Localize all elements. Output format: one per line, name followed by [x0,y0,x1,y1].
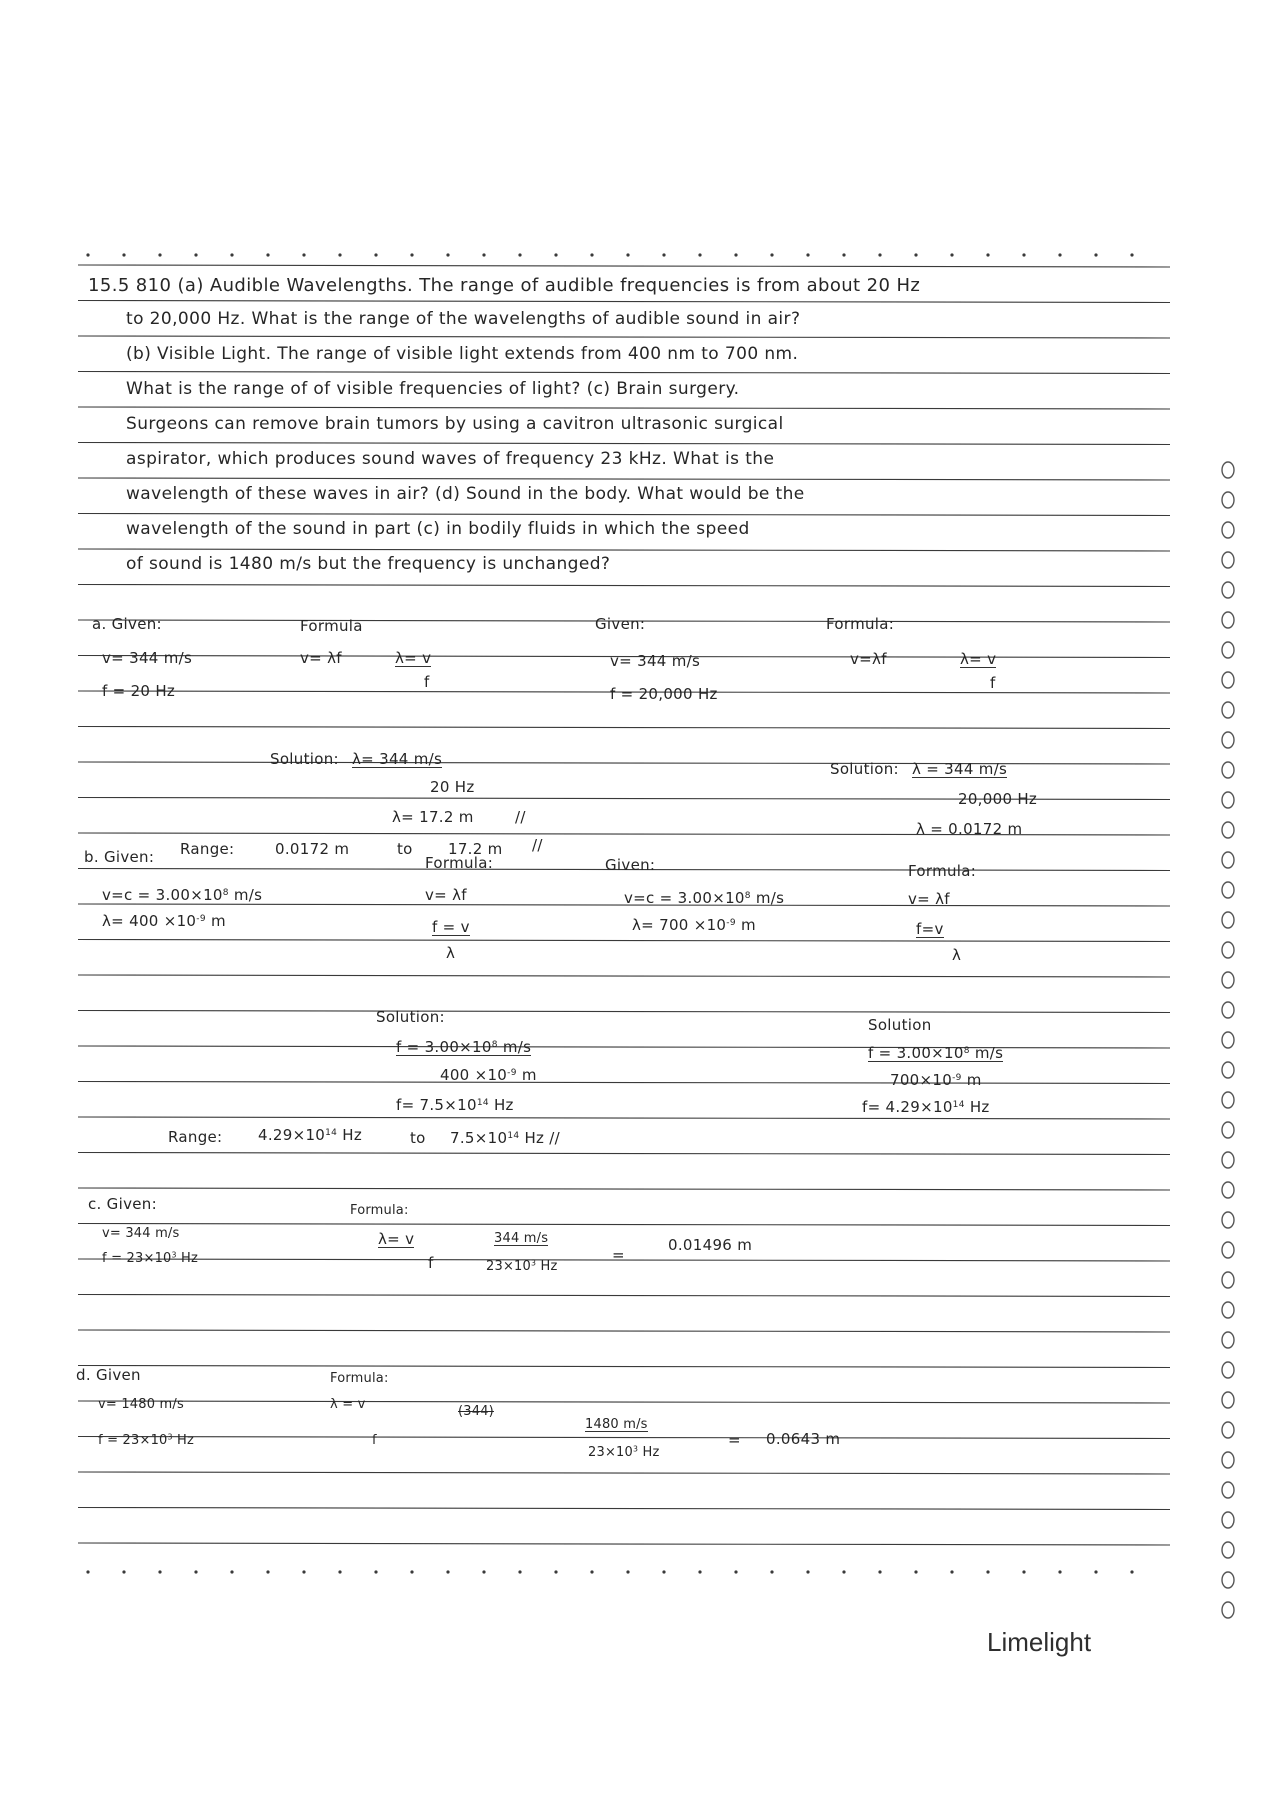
part-b-solution-label: Solution: [376,1008,445,1026]
spiral-hole-icon [1222,672,1234,688]
problem-line-8: wavelength of the sound in part (c) in bodily fluids in which the speed [126,519,750,539]
dot-marker [698,253,701,256]
ruled-line [78,1117,1170,1119]
dot-marker [1094,1570,1097,1573]
dot-marker [590,253,593,256]
ruled-line [78,1153,1170,1155]
part-a-right-formula-label: Formula: [826,615,895,633]
spiral-hole-icon [1222,1152,1234,1168]
ruled-line [78,1046,1170,1048]
part-a-result-mark: // [515,808,526,826]
ruled-line [78,265,1170,267]
dot-marker [482,253,485,256]
part-d-calc-denominator: $23\times 10^3$ Hz [588,1444,660,1460]
part-b-right-formula-1: v= λf [908,890,950,908]
part-b-given-label: b. Given: [84,848,155,866]
part-a-range-label: Range: [180,840,235,858]
dot-marker [482,1570,485,1573]
ruled-line [78,975,1170,977]
dot-marker [770,1570,773,1573]
ruled-line [78,1295,1170,1297]
ruled-line [78,1508,1170,1510]
part-c-equals: = [612,1246,625,1264]
part-a-formula-1: v= λf [300,649,342,667]
spiral-hole-icon [1222,822,1234,838]
dot-marker [626,253,629,256]
dot-marker [410,253,413,256]
ruled-line [78,1543,1170,1545]
spiral-hole-icon [1222,1122,1234,1138]
dot-marker [1130,253,1133,256]
dot-marker [662,253,665,256]
part-c-velocity: v= 344 m/s [102,1226,180,1241]
part-b-right-formula-2-numerator: f=v [916,920,944,938]
part-a-right-formula-1: v=λf [850,650,887,668]
spiral-hole-icon [1222,1002,1234,1018]
dot-marker [266,1570,269,1573]
part-b-right-formula-label: Formula: [908,862,977,880]
dot-marker [410,1570,413,1573]
spiral-hole-icon [1222,492,1234,508]
dot-marker [518,253,521,256]
dot-marker [194,253,197,256]
dot-marker [86,253,89,256]
dot-marker [1022,253,1025,256]
spiral-hole-icon [1222,1242,1234,1258]
part-d-calc-numerator: 1480 m/s [585,1417,648,1432]
dot-marker [626,1570,629,1573]
ruled-line [78,514,1170,516]
part-d-formula-numerator: λ = v [330,1397,366,1412]
part-b-formula-2-denominator: λ [446,944,456,962]
dot-marker [554,1570,557,1573]
dot-marker [338,253,341,256]
problem-line-7: wavelength of these waves in air? (d) Sound in the body. What would be the [126,484,805,504]
spiral-hole-icon [1222,1362,1234,1378]
part-c-formula-denominator: f [428,1254,434,1272]
part-b-formula-1: v= λf [425,886,467,904]
dot-marker [554,253,557,256]
dot-marker [1094,253,1097,256]
part-a-right-formula-2-numerator: λ= v [960,650,997,668]
part-b-wavelength: $\lambda= 400 \times 10^{-9}$ m [102,912,226,930]
spiral-hole-icon [1222,1482,1234,1498]
dot-marker [1130,1570,1133,1573]
dot-marker [446,1570,449,1573]
spiral-hole-icon [1222,642,1234,658]
part-b-right-wavelength: $\lambda= 700 \times 10^{-9}$ m [632,916,756,934]
spiral-hole-icon [1222,462,1234,478]
part-a-right-solution-numerator: λ = 344 m/s [912,760,1008,778]
part-b-solution-numerator: $f = 3.00\times 10^8$ m/s [396,1038,532,1056]
dot-marker [842,1570,845,1573]
spiral-hole-icon [1222,972,1234,988]
ruled-line [78,1401,1170,1403]
dot-marker [158,1570,161,1573]
part-a-range-to-word: to [397,840,413,858]
dot-marker [1022,1570,1025,1573]
part-c-calc-numerator: 344 m/s [494,1231,549,1246]
part-a-velocity: v= 344 m/s [102,649,193,667]
spiral-hole-icon [1222,1212,1234,1228]
part-a-right-velocity: v= 344 m/s [610,652,701,670]
spiral-hole-icon [1222,852,1234,868]
part-a-solution-denominator: 20 Hz [430,778,475,796]
part-b-range-to-word: to [410,1129,426,1147]
spiral-hole-icon [1222,732,1234,748]
part-d-formula-label: Formula: [330,1371,389,1386]
part-b-right-result: $f= 4.29\times 10^{14}$ Hz [862,1098,990,1116]
problem-line-6: aspirator, which produces sound waves of frequency 23 kHz. What is the [126,449,775,469]
part-b-range-label: Range: [168,1128,223,1146]
spiral-hole-icon [1222,1512,1234,1528]
part-a-solution-label: Solution: [270,750,339,768]
part-a-right-given-label: Given: [595,615,646,633]
part-c-given-label: c. Given: [88,1195,157,1213]
part-a-result: λ= 17.2 m [392,808,474,826]
part-a-right-result: λ = 0.0172 m [916,820,1023,838]
problem-line-9: of sound is 1480 m/s but the frequency is unchanged? [126,554,611,574]
spiral-hole-icon [1222,1332,1234,1348]
part-a-range-mark: // [532,836,543,854]
part-a-given-label: a. Given: [92,615,162,633]
problem-line-2: to 20,000 Hz. What is the range of the wavelengths of audible sound in air? [126,309,801,329]
part-b-right-solution-label: Solution [868,1016,932,1034]
part-b-solution-denominator: $400 \times 10^{-9}$ m [440,1066,537,1084]
part-a-right-frequency: f = 20,000 Hz [610,685,718,703]
dot-marker [446,253,449,256]
dot-marker [518,1570,521,1573]
spiral-hole-icon [1222,1422,1234,1438]
dot-marker [734,253,737,256]
ruled-line [78,301,1170,303]
spiral-hole-icon [1222,1182,1234,1198]
spiral-hole-icon [1222,1572,1234,1588]
spiral-hole-icon [1222,1392,1234,1408]
part-a-right-formula-2-denominator: f [990,674,996,692]
dot-marker [698,1570,701,1573]
part-c-calc-denominator: $23\times 10^3$ Hz [486,1258,558,1274]
ruled-line [78,407,1170,409]
part-b-range-from: $4.29\times 10^{14}$ Hz [258,1126,363,1144]
part-d-equals: = [728,1431,741,1449]
part-b-formula-2-numerator: f = v [432,918,470,936]
part-c-frequency: $f = 23\times 10^3$ Hz [102,1250,199,1266]
ruled-line [78,443,1170,445]
spiral-hole-icon [1222,1062,1234,1078]
dot-marker [590,1570,593,1573]
part-b-right-given-label: Given: [605,856,656,874]
ruled-line [78,1366,1170,1368]
spiral-hole-icon [1222,582,1234,598]
dot-marker [86,1570,89,1573]
problem-line-1: 15.5 810 (a) Audible Wavelengths. The range of audible frequencies is from about 20 Hz [88,275,921,296]
part-d-frequency: $f = 23\times 10^3$ Hz [98,1432,195,1448]
part-b-right-solution-numerator: $f = 3.00\times 10^8$ m/s [868,1044,1004,1062]
dot-marker [266,253,269,256]
dot-marker [842,253,845,256]
dot-marker [158,253,161,256]
dot-marker [230,1570,233,1573]
dot-marker [122,253,125,256]
part-a-range-to: 17.2 m [448,840,503,858]
dot-marker [734,1570,737,1573]
dot-marker [806,1570,809,1573]
part-d-formula-denominator: f [372,1433,377,1448]
dot-marker [914,1570,917,1573]
spiral-hole-icon [1222,702,1234,718]
part-b-result: $f= 7.5\times 10^{14}$ Hz [396,1096,514,1114]
ruled-line [78,727,1170,729]
spiral-hole-icon [1222,552,1234,568]
dot-marker [950,253,953,256]
dot-marker [122,1570,125,1573]
part-b-formula-label: Formula: [425,854,494,872]
part-c-formula-numerator: λ= v [378,1230,415,1248]
part-a-right-solution-denominator: 20,000 Hz [958,790,1038,808]
dot-marker [914,253,917,256]
dot-marker [950,1570,953,1573]
ruled-line [78,1082,1170,1084]
part-b-velocity: $v=c = 3.00\times 10^8$ m/s [102,886,263,904]
problem-line-4: What is the range of of visible frequencies of light? (c) Brain surgery. [126,379,740,399]
dot-marker [374,1570,377,1573]
dot-marker [878,1570,881,1573]
ruled-line [78,1224,1170,1226]
dot-marker [878,253,881,256]
dot-marker [230,253,233,256]
ruled-line [78,549,1170,551]
dot-marker [1058,253,1061,256]
ruled-line [78,940,1170,942]
spiral-hole-icon [1222,1032,1234,1048]
dot-marker [374,253,377,256]
part-a-formula-label: Formula [300,617,363,635]
part-b-range-to: $7.5\times 10^{14}$ Hz // [450,1129,560,1147]
part-c-result: 0.01496 m [668,1236,753,1254]
spiral-hole-icon [1222,762,1234,778]
spiral-hole-icon [1222,612,1234,628]
problem-line-5: Surgeons can remove brain tumors by using a cavitron ultrasonic surgical [126,414,784,434]
ruled-line [78,478,1170,480]
dot-marker [986,1570,989,1573]
dot-marker [302,253,305,256]
dot-marker [1058,1570,1061,1573]
ruled-line [78,372,1170,374]
spiral-hole-icon [1222,1542,1234,1558]
dot-marker [338,1570,341,1573]
part-a-formula-2-numerator: λ= v [395,649,432,667]
dot-marker [194,1570,197,1573]
ruled-line [78,336,1170,338]
part-d-given-label: d. Given [76,1366,141,1384]
spiral-hole-icon [1222,1452,1234,1468]
ruled-line [78,1011,1170,1013]
spiral-hole-icon [1222,1602,1234,1618]
part-a-frequency: f = 20 Hz [102,682,176,700]
part-c-formula-label: Formula: [350,1203,409,1218]
ruled-line [78,1472,1170,1474]
part-a-right-solution-label: Solution: [830,760,899,778]
brand-logo: Limelight [987,1627,1092,1657]
dot-marker [770,253,773,256]
ruled-line [78,1330,1170,1332]
spiral-hole-icon [1222,792,1234,808]
ruled-line [78,1188,1170,1190]
spiral-hole-icon [1222,942,1234,958]
part-b-right-velocity: $v=c = 3.00\times 10^8$ m/s [624,889,785,907]
part-b-right-solution-denominator: $700\times 10^{-9}$ m [890,1071,982,1089]
spiral-hole-icon [1222,882,1234,898]
dot-marker [806,253,809,256]
part-b-right-formula-2-denominator: λ [952,946,962,964]
ruled-line [78,1437,1170,1439]
ruled-line [78,585,1170,587]
part-a-formula-2-denominator: f [424,673,430,691]
spiral-hole-icon [1222,912,1234,928]
part-d-crossed-out: (344) [458,1404,494,1419]
dot-marker [302,1570,305,1573]
dot-marker [986,253,989,256]
problem-line-3: (b) Visible Light. The range of visible light extends from 400 nm to 700 nm. [126,344,799,364]
part-d-velocity: v= 1480 m/s [98,1397,184,1412]
spiral-hole-icon [1222,1092,1234,1108]
spiral-hole-icon [1222,1302,1234,1318]
dot-marker [662,1570,665,1573]
spiral-hole-icon [1222,522,1234,538]
part-a-range-from: 0.0172 m [275,840,350,858]
part-d-result: 0.0643 m [766,1430,841,1448]
part-a-solution-numerator: λ= 344 m/s [352,750,443,768]
spiral-hole-icon [1222,1272,1234,1288]
